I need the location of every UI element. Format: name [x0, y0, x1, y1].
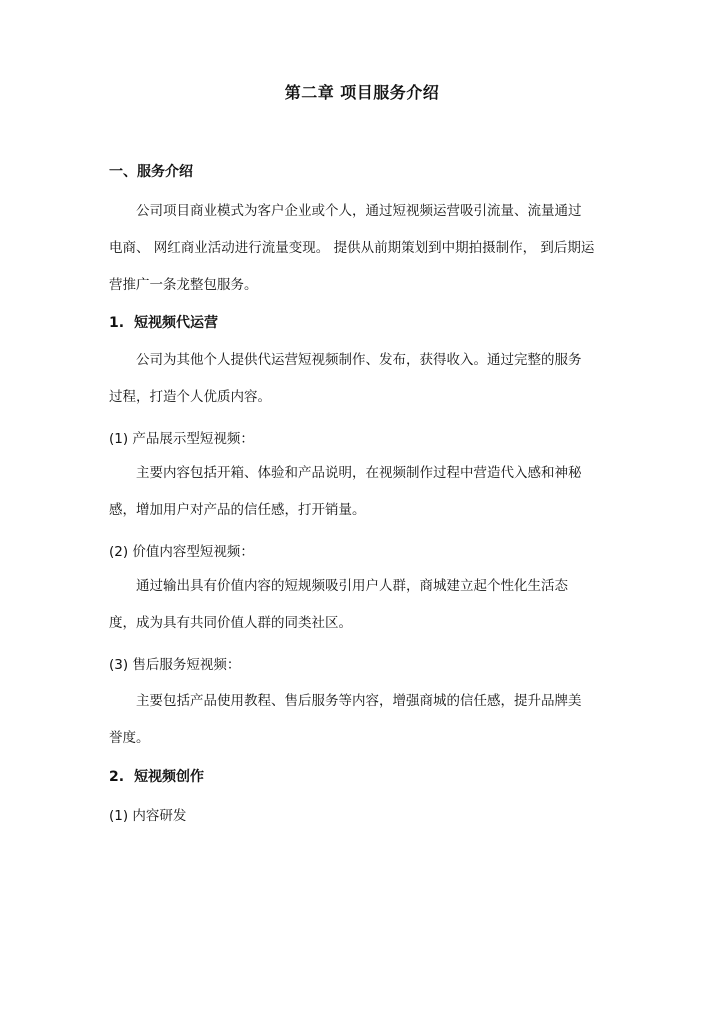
paragraph-line: 度，成为具有共同价值人群的同类社区。	[109, 615, 352, 631]
item-number: 2.	[109, 769, 125, 785]
paragraph-subitem-1	[109, 455, 617, 529]
paragraph-subitem-2	[109, 568, 617, 642]
paragraph-line: 感，增加用户对产品的信任感，打开销量。	[109, 502, 366, 518]
subitem-label-2: (2) 价值内容型短视频：	[109, 544, 254, 560]
paragraph-line: 主要内容包括开箱、体验和产品说明，在视频制作过程中营造代入感和神秘	[136, 465, 582, 481]
paragraph-line: 公司项目商业模式为客户企业或个人，通过短视频运营吸引流量、流量通过	[136, 203, 582, 219]
subitem-label-content-rd: (1) 内容研发	[109, 808, 187, 824]
paragraph-item-1	[109, 342, 617, 416]
paragraph-line: 通过输出具有价值内容的短规频吸引用户人群，商城建立起个性化生活态	[136, 578, 568, 594]
paragraph-line: 营推广一条龙整包服务。	[109, 277, 258, 293]
paragraph-line: 公司为其他个人提供代运营短视频制作、发布，获得收入。通过完整的服务	[136, 352, 582, 368]
paragraph-line: 誉度。	[109, 730, 150, 746]
item-heading-1	[109, 312, 218, 332]
subitem-label-3: (3) 售后服务短视频：	[109, 657, 241, 673]
subitem-label-1: (1) 产品展示型短视频：	[109, 431, 254, 447]
paragraph-subitem-3	[109, 683, 617, 757]
paragraph-line: 主要包括产品使用教程、售后服务等内容，增强商城的信任感，提升品牌美	[136, 693, 582, 709]
paragraph-line: 过程，打造个人优质内容。	[109, 389, 271, 405]
item-heading-2	[109, 766, 204, 786]
paragraph-line: 电商、 网红商业活动进行流量变现。 提供从前期策划到中期拍摄制作， 到后期运	[109, 240, 595, 256]
item-heading-text: 短视频代运营	[134, 315, 219, 331]
item-number: 1.	[109, 315, 125, 331]
page-title: 第二章 项目服务介绍	[284, 83, 440, 102]
item-heading-text: 短视频创作	[134, 769, 205, 785]
paragraph-intro	[109, 193, 617, 304]
section-heading-service-intro: 一、服务介绍	[109, 164, 193, 180]
